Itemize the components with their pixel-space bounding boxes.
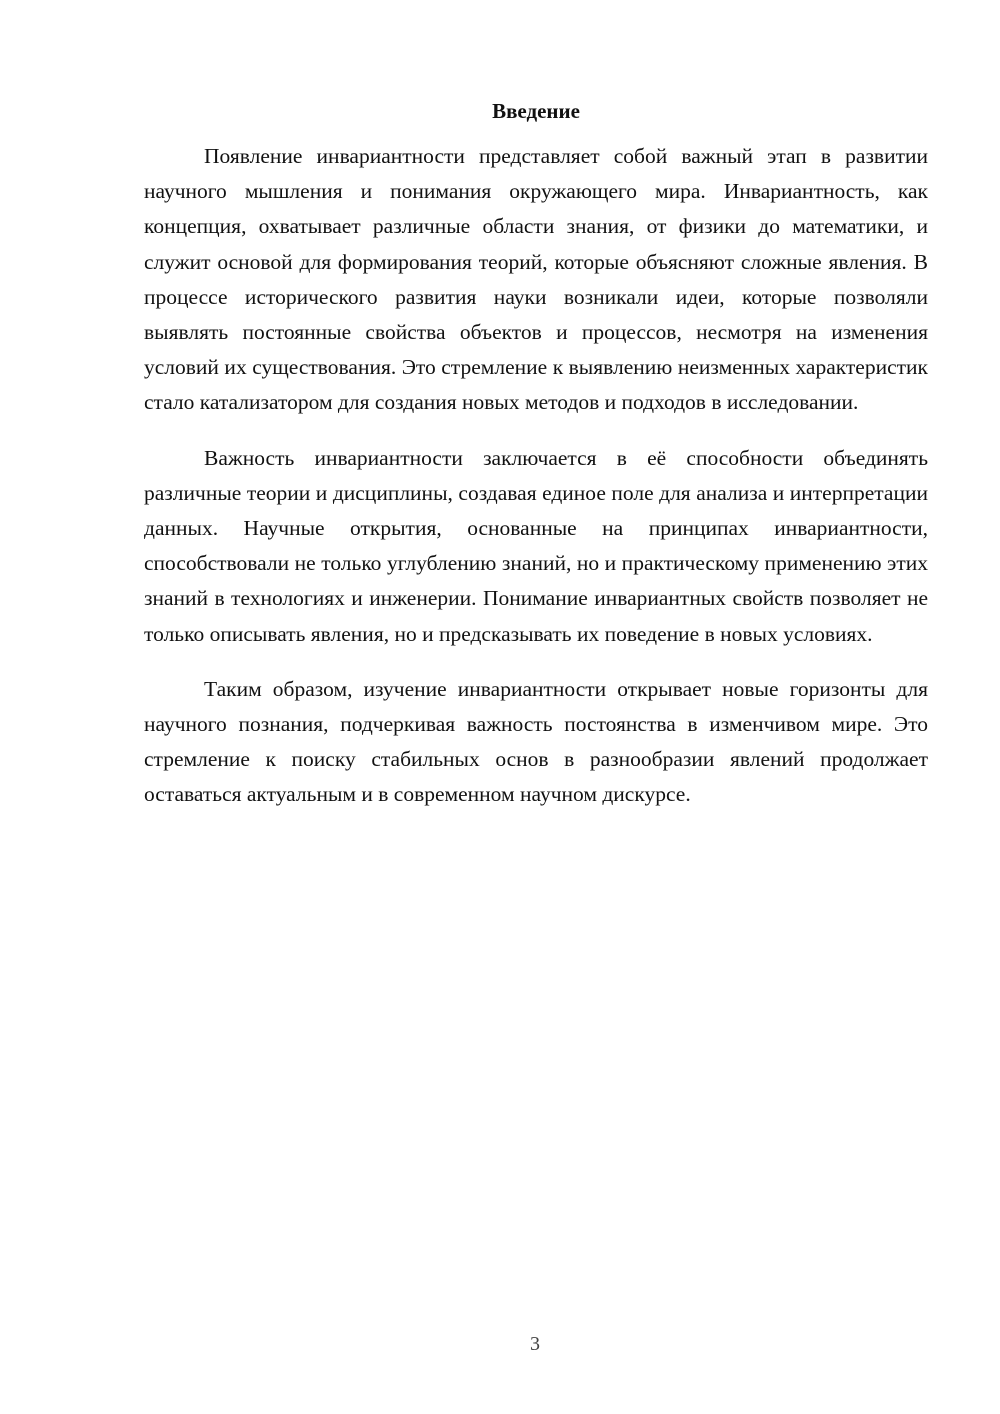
paragraph-1: Появление инвариантности представляет собой важный этап в развитии научного мышления и понимания окружающего мира. Инвариантность, как концепция, охватывает различные области знания, от физики до математики, и служит основой для формирования теорий, которые объясняют сложные явления. В процессе исторического развития науки возникали идеи, которые позволяли выявлять постоянные свойства объектов и процессов, несмотря на изменения условий их существования. Это стремление к выявлению неизменных характеристик стало катализатором для создания новых методов и подходов в исследовании. [144,144,928,415]
paragraph-3: Таким образом, изучение инвариантности открывает новые горизонты для научного познания, подчеркивая важность постоянства в изменчивом мире. Это стремление к поиску стабильных основ в разнообразии явлений продолжает оставаться актуальным и в современном научном дискурсе. [144,676,928,807]
section-title: Введение [492,99,580,123]
page-content [144,96,928,833]
page-number: 3 [530,1333,540,1355]
paragraph-2: Важность инвариантности заключается в её способности объединять различные теории и дисциплины, создавая единое поле для анализа и интерпретации данных. Научные открытия, основанные на принципах инвариантности, способствовали не только углублению знаний, но и практическому применению этих знаний в технологиях и инженерии. Понимание инвариантных свойств позволяет не только описывать явления, но и предсказывать их поведение в новых условиях. [144,445,928,646]
